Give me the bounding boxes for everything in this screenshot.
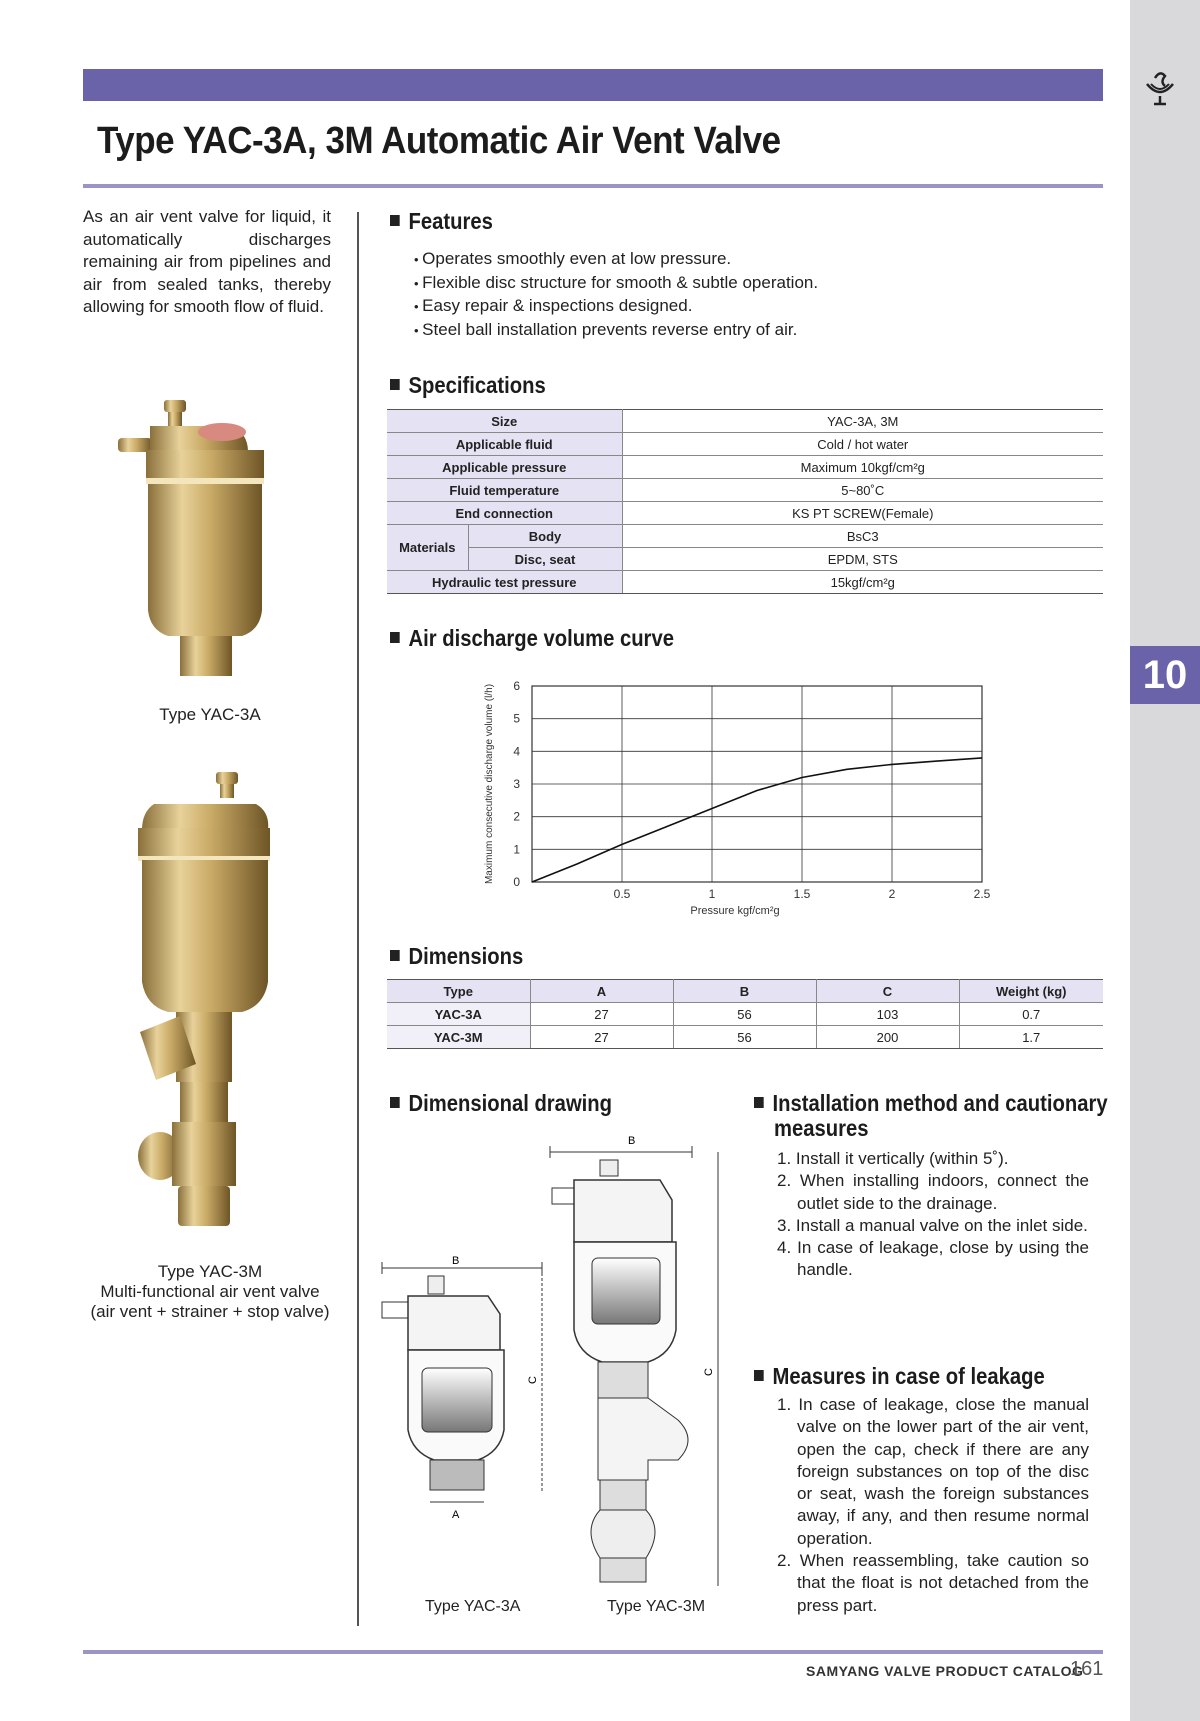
- spec-row: [387, 525, 1103, 548]
- spec-label: Fluid temperature: [387, 479, 622, 502]
- yac-3a-photo: [110, 392, 310, 682]
- list-item: 3. Install a manual valve on the inlet side.: [777, 1215, 1088, 1235]
- y-tick-label: 1: [513, 842, 520, 857]
- page-title: Type YAC-3A, 3M Automatic Air Vent Valve: [97, 120, 781, 162]
- y-tick-label: 6: [513, 679, 520, 693]
- header-bar: [83, 69, 1103, 101]
- series-line: [532, 758, 982, 882]
- bullet-square-icon: [754, 1097, 764, 1108]
- bullet-square-icon: [754, 1370, 764, 1381]
- page-number: 161: [1070, 1658, 1104, 1680]
- table-row: [387, 1003, 1103, 1026]
- leakage-list: [777, 1394, 1089, 1617]
- yac-3m-photo: [120, 768, 300, 1234]
- spec-value: YAC-3A, 3M: [622, 410, 1103, 433]
- curve-heading: Air discharge volume curve: [390, 625, 674, 652]
- intro-text: As an air vent valve for liquid, it automatically discharges remaining air from pipelines and air from sealed tanks, thereby allowing for smooth flow of fluid.: [83, 207, 331, 316]
- yac-3m-caption: [80, 1262, 340, 1322]
- x-tick-label: 0.5: [613, 887, 631, 901]
- list-item: 2. When installing indoors, connect the outlet side to the drainage.: [777, 1171, 1089, 1213]
- spec-label: End connection: [387, 502, 622, 525]
- dim-label-c: C: [703, 1368, 715, 1376]
- materials-label: Materials: [387, 525, 468, 571]
- dims-cell: 103: [816, 1003, 959, 1026]
- drawing-caption-3m: Type YAC-3M: [607, 1598, 706, 1615]
- feature-item: • Flexible disc structure for smooth & subtle operation.: [414, 272, 818, 296]
- dims-cell: 56: [673, 1003, 816, 1026]
- yac-3m-caption-line2: Multi-functional air vent valve: [100, 1282, 320, 1301]
- dimensions-table: [387, 979, 1103, 1049]
- dims-header: C: [816, 980, 959, 1003]
- title-rule: [83, 184, 1103, 188]
- y-tick-label: 5: [513, 711, 520, 726]
- dims-cell: 27: [530, 1026, 673, 1049]
- drawing-caption-3a: Type YAC-3A: [425, 1598, 521, 1615]
- spec-value: 15kgf/cm²g: [622, 571, 1103, 594]
- table-row: [387, 1026, 1103, 1049]
- spec-label: Body: [468, 525, 622, 548]
- spec-label: Disc, seat: [468, 548, 622, 571]
- yac-3m-caption-line3: (air vent + strainer + stop valve): [90, 1302, 330, 1321]
- leakage-heading: Measures in case of leakage: [754, 1363, 1045, 1390]
- spec-value: EPDM, STS: [622, 548, 1103, 571]
- dims-cell: 56: [673, 1026, 816, 1049]
- spec-row: [387, 548, 1103, 571]
- x-tick-label: 1: [708, 887, 716, 901]
- bullet-square-icon: [390, 215, 400, 226]
- dim-label-a: A: [452, 1509, 460, 1521]
- dims-header: Type: [387, 980, 530, 1003]
- column-divider: [357, 212, 359, 1626]
- installation-heading-line2: measures: [774, 1115, 869, 1141]
- list-item: 1. In case of leakage, close the manual valve on the lower part of the air vent, open the cap, check if there are any foreign substances on top of the disc or seat, wash the foreign substances away, if any, and then resume normal operation.: [777, 1395, 1089, 1548]
- features-heading: Features: [390, 208, 493, 235]
- y-axis-label: Maximum consecutive discharge volume (l/h): [484, 683, 495, 885]
- spec-value: Cold / hot water: [622, 433, 1103, 456]
- installation-list: [777, 1148, 1089, 1282]
- yac-3m-caption-line1: Type YAC-3M: [157, 1262, 263, 1281]
- bullet-square-icon: [390, 950, 400, 961]
- company-logo-icon: [1141, 66, 1179, 108]
- spec-row: [387, 410, 1103, 433]
- dimensions-heading: Dimensions: [390, 943, 523, 970]
- drawing-heading: Dimensional drawing: [390, 1090, 612, 1117]
- bullet-square-icon: [390, 632, 400, 643]
- dim-label-b: B: [628, 1135, 636, 1147]
- dims-header: B: [673, 980, 816, 1003]
- air-discharge-chart: [480, 670, 1000, 920]
- list-item: 1. Install it vertically (within 5˚).: [777, 1149, 1009, 1168]
- spec-label: Hydraulic test pressure: [387, 571, 622, 594]
- footer-rule: [83, 1650, 1103, 1654]
- dims-cell: 27: [530, 1003, 673, 1026]
- spec-value: 5~80˚C: [622, 479, 1103, 502]
- dim-label-c: C: [527, 1376, 539, 1384]
- y-tick-label: 4: [513, 744, 520, 759]
- list-item: 4. In case of leakage, close by using the handle.: [777, 1238, 1089, 1280]
- spec-row: [387, 479, 1103, 502]
- feature-item: • Operates smoothly even at low pressure.: [414, 248, 818, 272]
- y-tick-label: 2: [513, 809, 520, 824]
- spec-row: [387, 433, 1103, 456]
- spec-label: Applicable fluid: [387, 433, 622, 456]
- chapter-tab: 10: [1130, 646, 1200, 704]
- installation-heading: Installation method and cautionary: [754, 1090, 1108, 1117]
- dims-cell: 0.7: [959, 1003, 1103, 1026]
- x-tick-label: 1.5: [793, 887, 811, 901]
- dims-header: Weight (kg): [959, 980, 1103, 1003]
- spec-row: [387, 571, 1103, 594]
- features-list: [414, 248, 818, 342]
- dims-cell: YAC-3A: [387, 1003, 530, 1026]
- x-tick-label: 2.5: [973, 887, 991, 901]
- feature-item: • Easy repair & inspections designed.: [414, 295, 818, 319]
- spec-value: KS PT SCREW(Female): [622, 502, 1103, 525]
- y-tick-label: 0: [513, 875, 520, 889]
- spec-value: Maximum 10kgf/cm²g: [622, 456, 1103, 479]
- spec-value: BsC3: [622, 525, 1103, 548]
- spec-label: Size: [387, 410, 622, 433]
- dims-header: A: [530, 980, 673, 1003]
- spec-label: Applicable pressure: [387, 456, 622, 479]
- list-item: 2. When reassembling, take caution so that the float is not detached from the press part.: [777, 1551, 1089, 1615]
- feature-item: • Steel ball installation prevents reverse entry of air.: [414, 319, 818, 343]
- yac-3a-caption: Type YAC-3A: [159, 705, 261, 724]
- specifications-table: [387, 409, 1103, 594]
- side-strip: [1130, 0, 1200, 1721]
- dimensional-drawing: [378, 1130, 738, 1600]
- dims-cell: 200: [816, 1026, 959, 1049]
- dims-cell: YAC-3M: [387, 1026, 530, 1049]
- dims-header-row: [387, 980, 1103, 1003]
- spec-row: [387, 502, 1103, 525]
- dim-label-b: B: [452, 1255, 460, 1267]
- x-axis-label: Pressure kgf/cm²g: [690, 905, 780, 917]
- footer-text: SAMYANG VALVE PRODUCT CATALOG: [806, 1663, 1084, 1679]
- specifications-heading: Specifications: [390, 372, 546, 399]
- bullet-square-icon: [390, 379, 400, 390]
- spec-row: [387, 456, 1103, 479]
- yac-3a-drawing: [382, 1255, 542, 1521]
- dims-cell: 1.7: [959, 1026, 1103, 1049]
- x-tick-label: 2: [888, 887, 896, 901]
- y-tick-label: 3: [513, 777, 520, 791]
- bullet-square-icon: [390, 1097, 400, 1108]
- yac-3m-drawing: [550, 1135, 718, 1586]
